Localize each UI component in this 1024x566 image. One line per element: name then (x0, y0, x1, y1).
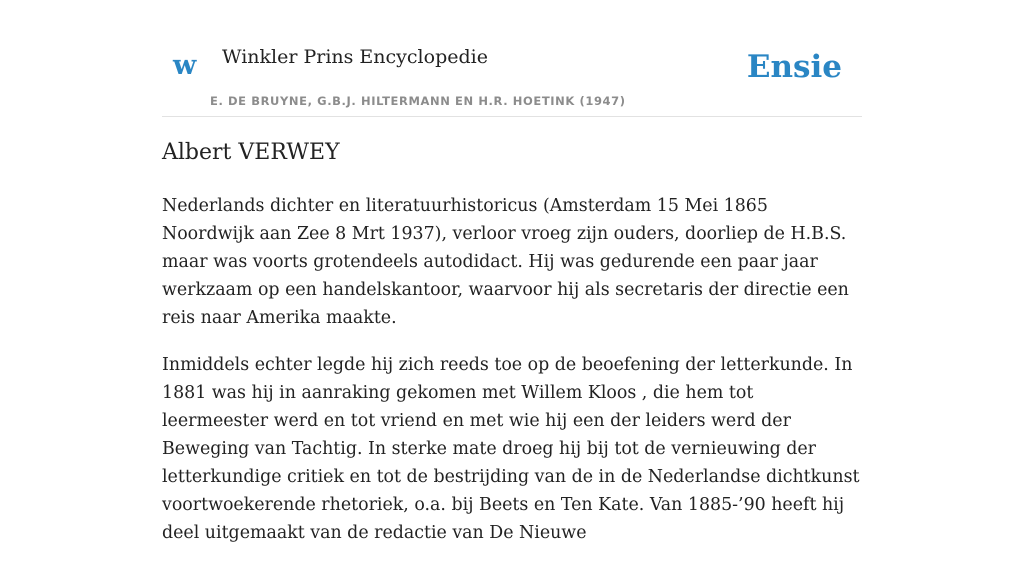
book-authors: E. DE BRUYNE, G.B.J. HILTERMANN EN H.R. HOETINK (1947) (210, 94, 626, 108)
article-paragraph: Nederlands dichter en literatuurhistoricus (Amsterdam 15 Mei 1865 Noordwijk aan Zee 8 Mrt 1937), verloor vroeg zijn ouders, doorliep de H.B.S. maar was voorts grotendeels autodidact. Hij was gedurende een paar jaar werkzaam op een handelskantoor, waarvoor hij als secretaris der directie een reis naar Amerika maakte. (162, 196, 849, 328)
logo-w-icon[interactable]: w (173, 50, 197, 81)
book-title[interactable]: Winkler Prins Encyclopedie (222, 46, 488, 68)
article-paragraph: Inmiddels echter legde hij zich reeds toe op de beoefening der letterkunde. In 1881 was hij in aanraking gekomen met Willem Kloos , die hem tot leermeester werd en tot vriend en met wie hij een der leiders werd der Beweging van Tachtig. In sterke mate droeg hij bij tot de vernieuwing der letterkundige critiek en tot de bestrijding van de in de Nederlandse dichtkunst voortwoekerende rhetoriek, o.a. bij Beets en Ten Kate. Van 1885-’90 heeft hij deel uitgemaakt van de redactie van De Nieuwe (162, 355, 860, 543)
site-header (162, 0, 862, 117)
article-body (162, 192, 862, 566)
article-title: Albert VERWEY (162, 140, 340, 165)
ensie-logo[interactable]: Ensie (746, 49, 842, 85)
